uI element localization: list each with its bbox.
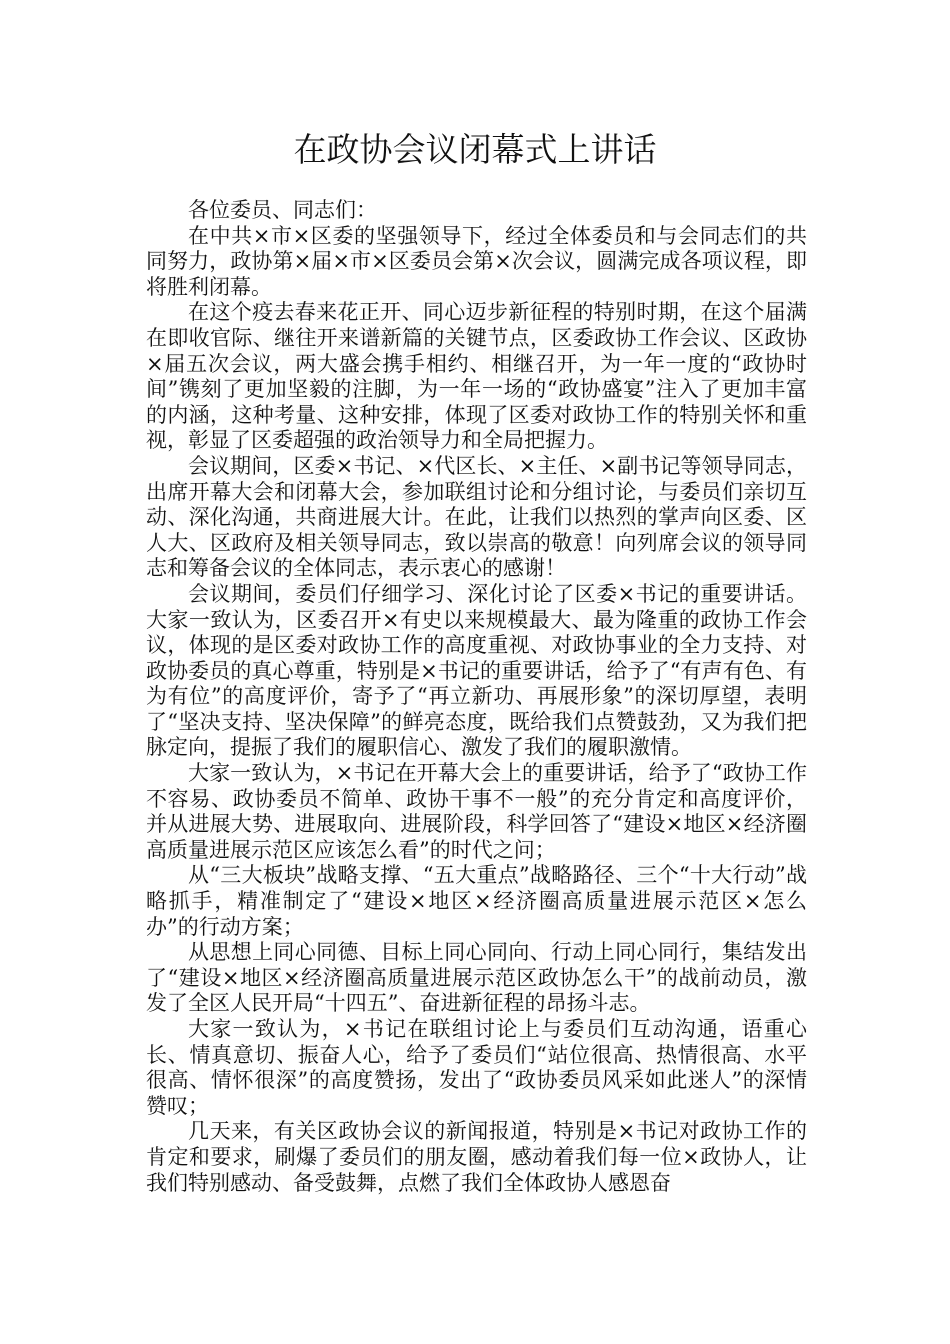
- paragraph: 在中共×市×区委的坚强领导下，经过全体委员和与会同志们的共同努力，政协第×届×市×区委员会第×次会议，圆满完成各项议程，即将胜利闭幕。: [146, 223, 807, 299]
- paragraph: 大家一致认为，×书记在开幕大会上的重要讲话，给予了“政协工作不容易、政协委员不简单、政协干事不一般”的充分肯定和高度评价，并从进展大势、进展取向、进展阶段，科学回答了“建设×地区×经济圈高质量进展示范区应该怎么看”的时代之问；: [146, 761, 807, 862]
- paragraph: 从“三大板块”战略支撑、“五大重点”战略路径、三个“十大行动”战略抓手，精准制定了“建设×地区×经济圈高质量进展示范区×怎么办”的行动方案；: [146, 863, 807, 939]
- document-title: 在政协会议闭幕式上讲话: [293, 130, 657, 169]
- paragraph: 会议期间，区委×书记、×代区长、×主任、×副书记等领导同志，出席开幕大会和闭幕大会，参加联组讨论和分组讨论，与委员们亲切互动、深化沟通，共商进展大计。在此，让我们以热烈的掌声向区委、区人大、区政府及相关领导同志，致以崇高的敬意！向列席会议的领导同志和筹备会议的全体同志，表示衷心的感谢！: [146, 453, 807, 581]
- paragraph-salutation: 各位委员、同志们：: [188, 198, 377, 222]
- paragraph: 会议期间，委员们仔细学习、深化讨论了区委×书记的重要讲话。大家一致认为，区委召开×有史以来规模最大、最为隆重的政协工作会议，体现的是区委对政协工作的高度重视、对政协事业的全力支持、对政协委员的真心尊重，特别是×书记的重要讲话，给予了“有声有色、有为有位”的高度评价，寄予了“再立新功、再展形象”的深切厚望，表明了“坚决支持、坚决保障”的鲜亮态度，既给我们点赞鼓劲，又为我们把脉定向，提振了我们的履职信心、激发了我们的履职激情。: [146, 581, 807, 760]
- paragraph: 从思想上同心同德、目标上同心同向、行动上同心同行，集结发出了“建设×地区×经济圈高质量进展示范区政协怎么干”的战前动员，激发了全区人民开局“十四五”、奋进新征程的昂扬斗志。: [146, 940, 807, 1016]
- paragraph: 在这个疫去春来花正开、同心迈步新征程的特别时期，在这个届满在即收官际、继往开来谱新篇的关键节点，区委政协工作会议、区政协×届五次会议，两大盛会携手相约、相继召开，为一年一度的“政协时间”镌刻了更加坚毅的注脚，为一年一场的“政协盛宴”注入了更加丰富的内涵，这种考量、这种安排，体现了区委对政协工作的特别关怀和重视，彰显了区委超强的政治领导力和全局把握力。: [146, 300, 807, 453]
- paragraph: 大家一致认为，×书记在联组讨论上与委员们互动沟通，语重心长、情真意切、振奋人心，给予了委员们“站位很高、热情很高、水平很高、情怀很深”的高度赞扬，发出了“政协委员风采如此迷人”的深情赞叹；: [146, 1017, 807, 1118]
- paragraph: 几天来，有关区政协会议的新闻报道，特别是×书记对政协工作的肯定和要求，刷爆了委员们的朋友圈，感动着我们每一位×政协人，让我们特别感动、备受鼓舞，点燃了我们全体政协人感恩奋: [146, 1119, 807, 1195]
- document-body: [146, 198, 807, 1196]
